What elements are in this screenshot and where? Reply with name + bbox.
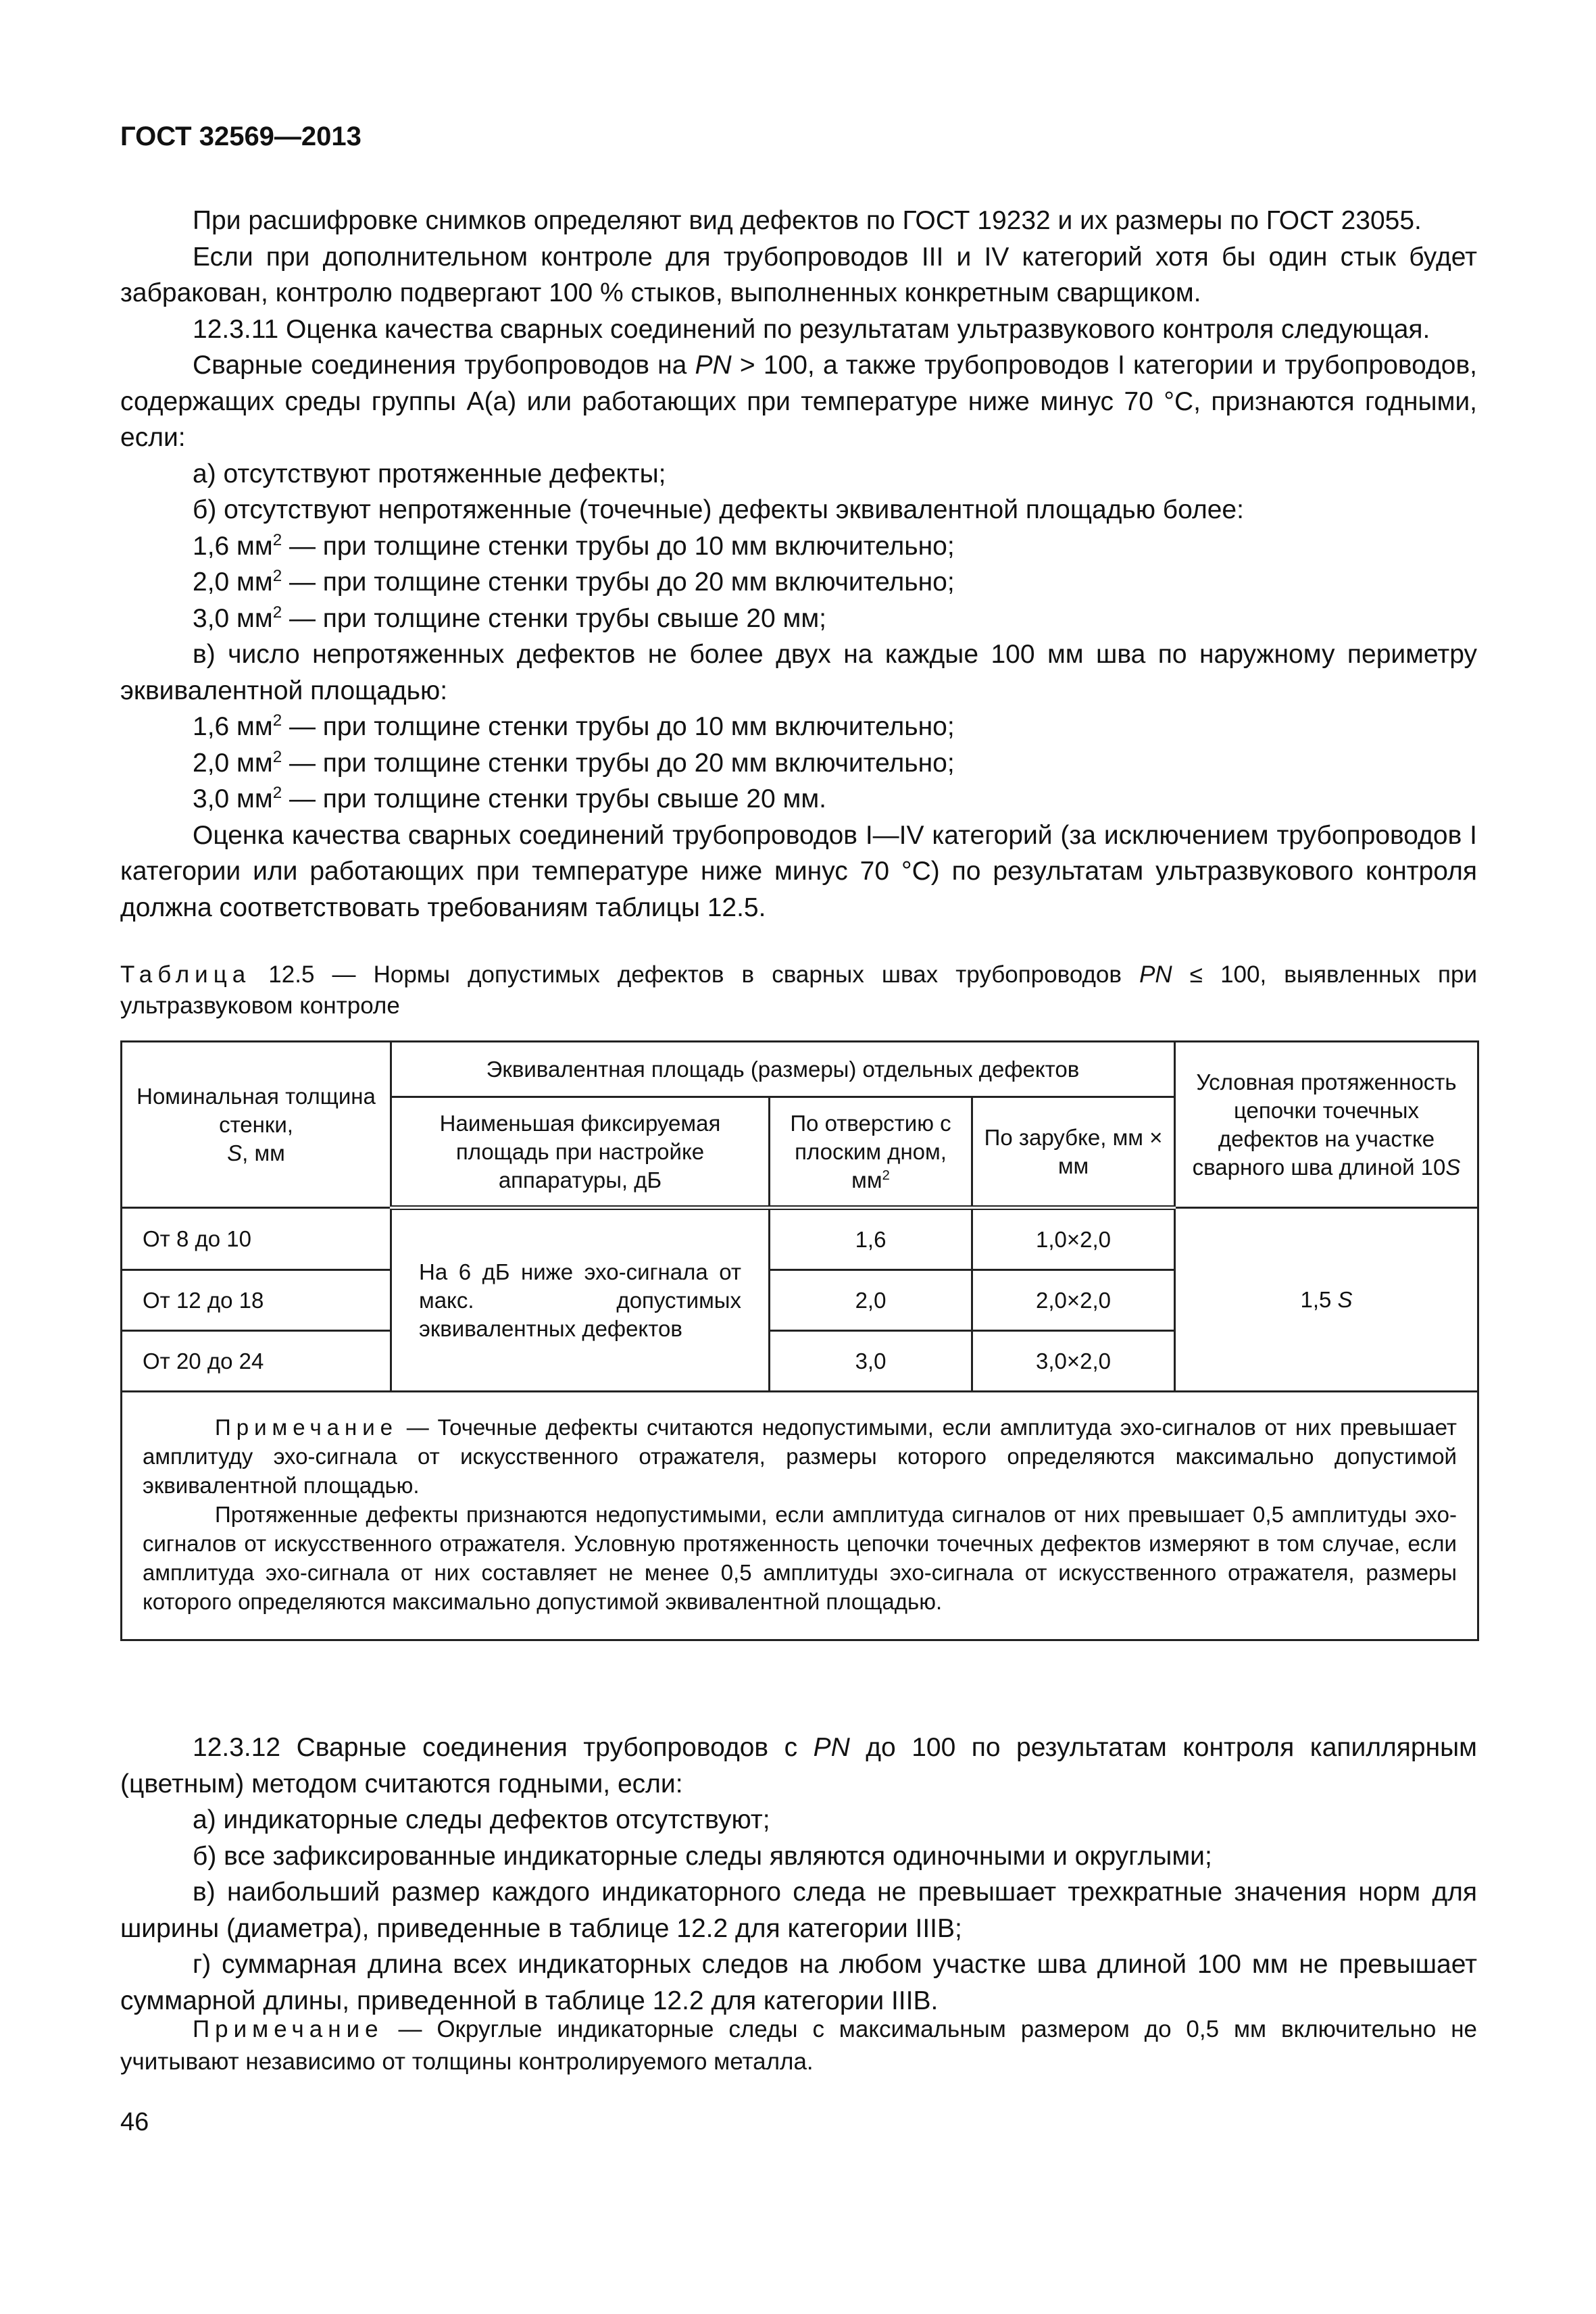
list-item: г) суммарная длина всех индикаторных следов на любом участке шва длиной 100 мм не превышает суммарной длины, приведенной в таблице 12.2 для категории IIIВ. — [120, 1950, 1477, 2015]
table-cell-notch: 2,0×2,0 — [972, 1270, 1175, 1331]
table-cell-hole: 2,0 — [770, 1270, 972, 1331]
list-item: 1,6 $мм^2$ — при толщине стенки трубы до 10 мм включительно; — [193, 711, 955, 741]
header-flat-hole: По отверстию с плоским дном, $мм^2$ — [770, 1097, 972, 1208]
table-cell-range: От 8 до 10 — [122, 1208, 391, 1270]
paragraph: Если при дополнительном контроле для трубопроводов III и IV категорий хотя бы один стык будет забракован, контролю подвергают 100 % стыков, выполненных конкретным сварщиком. — [120, 242, 1477, 307]
text-block-capillary — [120, 1730, 1477, 2019]
paragraph: Оценка качества сварных соединений трубопроводов I—IV категорий (за исключением трубопроводов I категории или работающих при температуре ниже минус 70 °С) по результатам ультразвукового контроля должна соответствовать требованиям таблицы 12.5. — [120, 820, 1477, 922]
text-block-ultrasonic — [120, 203, 1477, 926]
table-cell-notch: 1,0×2,0 — [972, 1208, 1175, 1270]
document-header: ГОСТ 32569—2013 — [120, 122, 361, 151]
header-min-area: Наименьшая фиксируемая площадь при настройке аппаратуры, дБ — [391, 1097, 770, 1208]
list-item: б) все зафиксированные индикаторные следы являются одиночными и округлыми; — [193, 1841, 1212, 1871]
list-item: 3,0 $мм^2$ — при толщине стенки трубы свыше 20 мм. — [193, 784, 827, 813]
table-cell-chain: 1,5 S — [1175, 1208, 1478, 1392]
table-note-paragraph: Протяженные дефекты признаются недопустимыми, если амплитуда сигналов от них превышает 0,5 амплитуды эхо-сигналов от искусственного отражателя. Условную протяженность цепочки точечных дефектов измеряют в том случае, если амплитуда эхо-сигнала от них составляет не менее 0,5 амплитуды эхо-сигнала от искусственного отражателя, размеры которого определяются максимально допустимой эквивалентной площадью. — [143, 1502, 1457, 1614]
header-notch: По зарубке, мм × мм — [972, 1097, 1175, 1208]
list-item: 2,0 $мм^2$ — при толщине стенки трубы до 20 мм включительно; — [193, 567, 955, 597]
header-equivalent-area: Эквивалентная площадь (размеры) отдельных дефектов — [391, 1042, 1175, 1097]
table-cell-hole: 3,0 — [770, 1331, 972, 1392]
paragraph: 12.3.11 Оценка качества сварных соединений по результатам ультразвукового контроля следующая. — [193, 314, 1430, 344]
list-item: в) наибольший размер каждого индикаторного следа не превышает трехкратные значения норм для ширины (диаметра), приведенные в таблице 12.2 для категории IIIВ; — [120, 1878, 1477, 1943]
list-item: 1,6 $мм^2$ — при толщине стенки трубы до 10 мм включительно; — [193, 530, 955, 561]
paragraph: Сварные соединения трубопроводов на PN > 100, а также трубопроводов I категории и трубопроводов, содержащих среды группы А(а) или работающих при температуре ниже минус 70 °С, признаются годными, если: — [120, 351, 1477, 452]
table-cell-range: От 12 до 18 — [122, 1270, 391, 1331]
table-note-paragraph: Примечание — Точечные дефекты считаются недопустимыми, если амплитуда эхо-сигналов от них превышает амплитуду эхо-сигнала от искусственного отражателя, размеры которого определяются максимально допустимой эквивалентной площадью. — [143, 1415, 1457, 1498]
paragraph: При расшифровке снимков определяют вид дефектов по ГОСТ 19232 и их размеры по ГОСТ 23055. — [193, 206, 1422, 235]
table-cell-hole: 1,6 — [770, 1208, 972, 1270]
list-item: а) отсутствуют протяженные дефекты; — [193, 459, 666, 488]
list-item: 3,0 $мм^2$ — при толщине стенки трубы свыше 20 мм; — [193, 603, 827, 633]
table-cell-range: От 20 до 24 — [122, 1331, 391, 1392]
table-cell-notch: 3,0×2,0 — [972, 1331, 1175, 1392]
list-item: б) отсутствуют непротяженные (точечные) дефекты эквивалентной площадью более: — [193, 495, 1244, 524]
header-wall-thickness: Номинальная толщина стенки, S, мм — [122, 1042, 391, 1208]
header-chain-length: Условная протяженность цепочки точечных дефектов на участке сварного шва длиной 10S — [1175, 1042, 1478, 1208]
list-item: в) число непротяженных дефектов не более двух на каждые 100 мм шва по наружному периметру эквивалентной площадью: — [120, 640, 1477, 705]
table-note — [122, 1392, 1478, 1640]
list-item: а) индикаторные следы дефектов отсутствуют; — [193, 1805, 770, 1834]
table-caption: Таблица 12.5 — Нормы допустимых дефектов в сварных швах трубопроводов PN ≤ 100, выявленных при ультразвуковом контроле — [120, 961, 1478, 1019]
page-number: 46 — [120, 2108, 149, 2136]
defect-norms-table — [120, 1040, 1479, 1641]
list-item: 2,0 $мм^2$ — при толщине стенки трубы до 20 мм включительно; — [193, 747, 955, 778]
bottom-note: Примечание — Округлые индикаторные следы с максимальным размером до 0,5 мм включительно не учитывают независимо от толщины контролируемого металла. — [120, 2016, 1477, 2075]
paragraph: 12.3.12 Сварные соединения трубопроводов с PN до 100 по результатам контроля капиллярным (цветным) методом считаются годными, если: — [120, 1733, 1477, 1799]
table-cell-min-area: На 6 дБ ниже эхо-сигнала от макс. допустимых эквивалентных дефектов — [391, 1208, 770, 1392]
